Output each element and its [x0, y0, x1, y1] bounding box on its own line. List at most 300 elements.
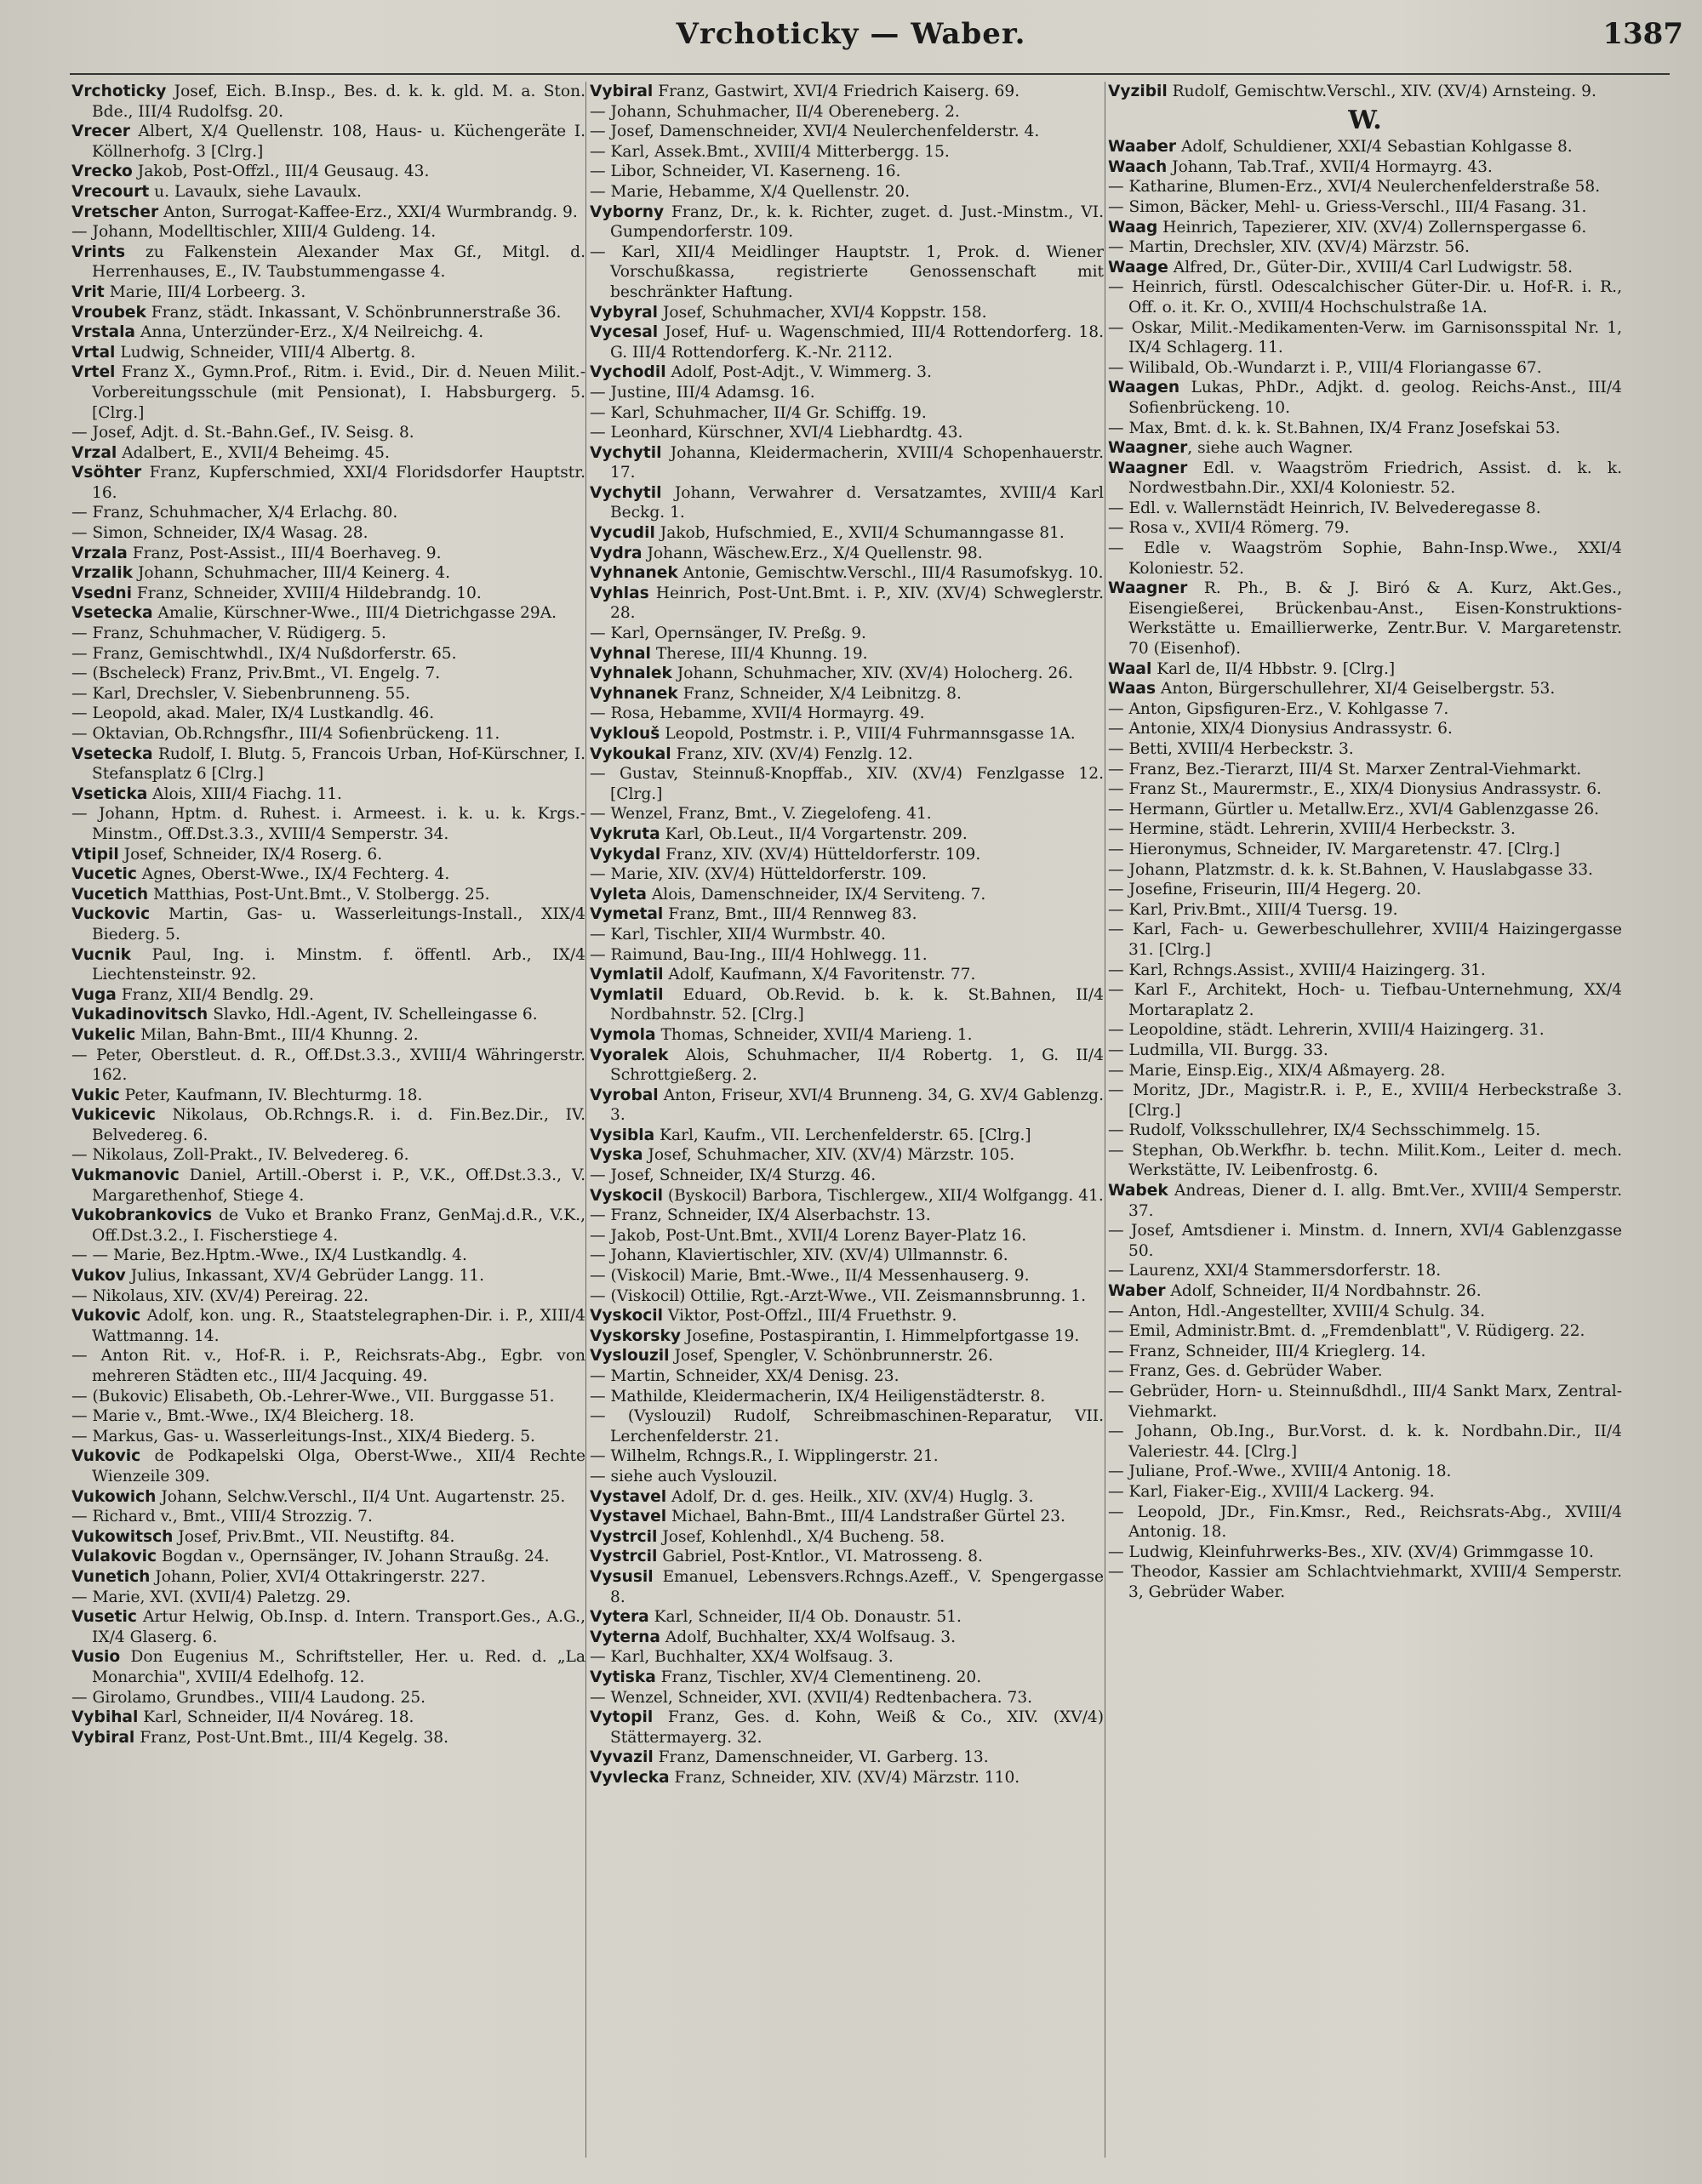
entry-text: Gabriel, Post-Kntlor., VI. Matrosseng. 8.: [657, 1548, 983, 1566]
entry-surname: Vukadinovitsch: [71, 1006, 208, 1024]
directory-entry: [71, 1346, 585, 1386]
directory-entry: [590, 644, 1104, 664]
entry-text: — Leopold, akad. Maler, IX/4 Lustkandlg. 46.: [71, 704, 435, 723]
directory-entry: [590, 523, 1104, 544]
entry-text: — Oskar, Milit.-Medikamenten-Verw. im Garnisonsspital Nr. 1, IX/4 Schlagerg. 11.: [1108, 318, 1622, 357]
entry-surname: Vymlatil: [590, 966, 664, 984]
directory-entry: [71, 1728, 585, 1748]
directory-entry: [71, 282, 585, 303]
directory-entry: [1108, 237, 1622, 258]
entry-text: Heinrich, Post-Unt.Bmt. i. P., XIV. (XV/4) Schweglerstr. 28.: [610, 584, 1104, 623]
entry-text: — Josef, Damenschneider, XVI/4 Neulerchenfelderstr. 4.: [590, 123, 1040, 141]
directory-entry: [71, 443, 585, 464]
entry-surname: Wabek: [1108, 1182, 1168, 1200]
directory-entry: [1108, 1342, 1622, 1362]
entry-surname: Vusetic: [71, 1608, 137, 1627]
directory-entry: [1108, 518, 1622, 539]
column-middle: [590, 82, 1104, 2175]
entry-text: — Ludwig, Kleinfuhrwerks-Bes., XIV. (XV/4) Grimmgasse 10.: [1108, 1542, 1594, 1561]
entry-text: Alois, Schuhmacher, II/4 Robertg. 1, G. II/4 Schrottgießerg. 2.: [610, 1046, 1104, 1085]
entry-text: Leopold, Postmstr. i. P., VIII/4 Fuhrmannsgasse 1A.: [660, 725, 1076, 743]
entry-text: — Anton, Gipsfiguren-Erz., V. Kohlgasse 7.: [1108, 699, 1449, 718]
directory-entry: [71, 945, 585, 985]
directory-entry: [590, 584, 1104, 624]
header-rule: [70, 73, 1670, 75]
directory-entry: [1108, 840, 1622, 860]
directory-entry: [590, 724, 1104, 744]
entry-text: Karl de, II/4 Hbbstr. 9. [Clrg.]: [1151, 659, 1396, 678]
entry-surname: Vucetich: [71, 885, 149, 904]
directory-entry: [590, 1467, 1104, 1487]
entry-text: Heinrich, Tapezierer, XIV. (XV/4) Zollernspergasse 6.: [1157, 218, 1587, 237]
entry-text: Johann, Wäschew.Erz., X/4 Quellenstr. 98.: [642, 544, 983, 562]
directory-entry: [71, 804, 585, 844]
directory-entry: [590, 704, 1104, 724]
entry-surname: Vykoukal: [590, 744, 671, 763]
entry-surname: Vsedni: [71, 584, 132, 602]
entry-text: — Leopold, JDr., Fin.Kmsr., Red., Reichsrats-Abg., XVIII/4 Antonig. 18.: [1108, 1503, 1622, 1542]
entry-text: Karl, Kaufm., VII. Lerchenfelderstr. 65. [Clrg.]: [654, 1126, 1031, 1144]
directory-entry: [590, 1306, 1104, 1326]
directory-entry: [1108, 157, 1622, 178]
entry-surname: Vukicevic: [71, 1106, 156, 1125]
entry-text: Amalie, Kürschner-Wwe., III/4 Dietrichgasse 29A.: [152, 604, 557, 623]
directory-entry: [590, 684, 1104, 704]
entry-surname: Vytopil: [590, 1708, 654, 1727]
directory-entry: [1108, 1462, 1622, 1482]
entry-surname: Waal: [1108, 659, 1152, 678]
entry-surname: Vukmanovic: [71, 1166, 180, 1185]
entry-text: — Justine, III/4 Adamsg. 16.: [590, 383, 815, 402]
entry-text: Milan, Bahn-Bmt., III/4 Khunng. 2.: [135, 1025, 419, 1044]
entry-text: — Betti, XVIII/4 Herbeckstr. 3.: [1108, 740, 1354, 758]
directory-entry: [1108, 419, 1622, 439]
entry-surname: Vyhlas: [590, 584, 649, 602]
entry-text: Franz, Dr., k. k. Richter, zuget. d. Just.-Minstm., VI. Gumpendorferstr. 109.: [610, 202, 1104, 242]
running-head: Vrchoticky — Waber.: [676, 17, 1026, 51]
entry-text: Franz, Post-Assist., III/4 Boerhaveg. 9.: [127, 544, 442, 562]
directory-entry: [71, 1246, 585, 1266]
directory-entry: [71, 664, 585, 684]
directory-entry: [71, 1607, 585, 1647]
entry-text: Karl, Schneider, II/4 Nováreg. 18.: [138, 1708, 414, 1727]
entry-text: Josef, Spengler, V. Schönbrunnerstr. 26.: [669, 1347, 993, 1366]
directory-entry: [1108, 1221, 1622, 1261]
entry-surname: Vysusil: [590, 1567, 654, 1586]
entry-text: Josef, Schuhmacher, XIV. (XV/4) Märzstr. 105.: [643, 1146, 1015, 1165]
entry-text: Peter, Kaufmann, IV. Blechturmg. 18.: [119, 1086, 423, 1104]
entry-surname: Vukov: [71, 1267, 126, 1286]
directory-entry: [590, 182, 1104, 202]
entry-text: Josefine, Postaspirantin, I. Himmelpfortgasse 19.: [680, 1326, 1080, 1345]
entry-text: — Edle v. Waagström Sophie, Bahn-Insp.Wwe., XXI/4 Koloniestr. 52.: [1108, 539, 1622, 578]
directory-entry: [1108, 258, 1622, 278]
directory-entry: [590, 1708, 1104, 1748]
entry-text: Josef, Huf- u. Wagenschmied, III/4 Rottendorferg. 18. G. III/4 Rottendorferg. K.-Nr. 2112.: [610, 323, 1104, 362]
entry-text: Franz, Bmt., III/4 Rennweg 83.: [663, 905, 917, 924]
entry-text: Josef, Kohlenhdl., X/4 Bucheng. 58.: [657, 1527, 945, 1546]
entry-surname: Vrchoticky: [71, 83, 167, 100]
directory-entry: [1108, 1281, 1622, 1302]
directory-entry: [71, 1588, 585, 1608]
entry-text: (Byskocil) Barbora, Tischlergew., XII/4 Wolfgangg. 41.: [663, 1186, 1104, 1205]
directory-entry: [1108, 1321, 1622, 1342]
entry-text: Franz, Damenschneider, VI. Garberg. 13.: [653, 1748, 989, 1767]
directory-entry: [590, 82, 1104, 102]
directory-entry: [71, 122, 585, 162]
entry-surname: Vroubek: [71, 303, 146, 322]
directory-entry: [590, 162, 1104, 182]
directory-entry: [71, 684, 585, 704]
directory-entry: [71, 784, 585, 805]
entry-text: Daniel, Artill.-Oberst i. P., V.K., Off.Dst.3.3., V. Margarethenhof, Stiege 4.: [92, 1166, 585, 1205]
directory-entry: [71, 1527, 585, 1548]
directory-entry: [590, 1688, 1104, 1708]
entry-surname: Vtipil: [71, 845, 119, 864]
column-divider: [585, 82, 586, 2158]
entry-text: Julius, Inkassant, XV/4 Gebrüder Langg. 11.: [125, 1267, 485, 1286]
directory-entry: [71, 1507, 585, 1527]
entry-text: Johann, Schuhmacher, III/4 Keinerg. 4.: [133, 564, 451, 583]
directory-entry: [71, 1487, 585, 1508]
entry-surname: Vusio: [71, 1648, 121, 1667]
entry-text: Nikolaus, Ob.Rchngs.R. i. d. Fin.Bez.Dir., IV. Belvedereg. 6.: [92, 1106, 585, 1144]
entry-surname: Vyskocil: [590, 1186, 663, 1205]
entry-surname: Vukovic: [71, 1307, 141, 1326]
entry-text: Franz, Tischler, XV/4 Clementineng. 20.: [655, 1668, 982, 1686]
entry-text: — Girolamo, Grundbes., VIII/4 Laudong. 25.: [71, 1688, 426, 1707]
entry-text: Viktor, Post-Offzl., III/4 Fruethstr. 9.: [663, 1307, 957, 1326]
directory-entry: [71, 1206, 585, 1246]
entry-text: — Rosa v., XVII/4 Römerg. 79.: [1108, 519, 1350, 538]
directory-entry: [590, 985, 1104, 1025]
directory-entry: [590, 1366, 1104, 1387]
entry-text: — Rosa, Hebamme, XVII/4 Hormayrg. 49.: [590, 704, 925, 723]
directory-entry: [71, 1145, 585, 1166]
directory-entry: [71, 603, 585, 624]
directory-entry: [590, 945, 1104, 966]
entry-text: — Libor, Schneider, VI. Kaserneng. 16.: [590, 163, 901, 181]
entry-text: Antonie, Gemischtw.Verschl., III/4 Rasumofskyg. 10.: [677, 564, 1104, 583]
directory-entry: [1108, 1141, 1622, 1181]
entry-text: Franz, städt. Inkassant, V. Schönbrunnerstraße 36.: [146, 303, 562, 322]
entry-text: — Franz, Bez.-Tierarzt, III/4 St. Marxer Zentral-Viehmarkt.: [1108, 760, 1582, 778]
entry-text: — Johann, Ob.Ing., Bur.Vorst. d. k. k. Nordbahn.Dir., II/4 Valeriestr. 44. [Clrg.]: [1108, 1423, 1622, 1461]
entry-text: Edl. v. Waagström Friedrich, Assist. d. k. k. Nordwestbahn.Dir., XXI/4 Koloniestr. 52.: [1128, 459, 1622, 498]
entry-text: Karl, Schneider, II/4 Ob. Donaustr. 51.: [648, 1608, 962, 1627]
entry-text: Martin, Gas- u. Wasserleitungs-Install., XIX/4 Biederg. 5.: [92, 905, 585, 944]
entry-surname: Vyskocil: [590, 1307, 663, 1326]
entry-surname: Vsetecka: [71, 604, 153, 623]
entry-surname: Vrtal: [71, 343, 116, 362]
entry-text: Alfred, Dr., Güter-Dir., XVIII/4 Carl Ludwigstr. 58.: [1168, 258, 1573, 277]
directory-entry: [71, 1306, 585, 1346]
entry-text: u. Lavaulx, siehe Lavaulx.: [149, 182, 362, 201]
directory-entry: [590, 744, 1104, 765]
entry-text: Adolf, Kaufmann, X/4 Favoritenstr. 77.: [663, 966, 976, 984]
entry-surname: Vsetecka: [71, 744, 153, 763]
directory-entry: [1108, 277, 1622, 317]
entry-text: Franz, Schneider, X/4 Leibnitzg. 8.: [677, 684, 962, 703]
entry-text: Michael, Bahn-Bmt., III/4 Landstraßer Gürtel 23.: [666, 1508, 1065, 1526]
directory-entry: [590, 303, 1104, 323]
directory-entry: [71, 1166, 585, 1206]
entry-text: — Simon, Schneider, IX/4 Wasag. 28.: [71, 524, 368, 543]
directory-entry: [590, 443, 1104, 483]
entry-text: — Marie, Hebamme, X/4 Quellenstr. 20.: [590, 182, 911, 201]
entry-text: — Wenzel, Schneider, XVI. (XVII/4) Redtenbachera. 73.: [590, 1688, 1033, 1707]
entry-text: — Anton Rit. v., Hof-R. i. P., Reichsrats-Abg., Egbr. von mehreren Städten etc., III/4 Jacquing. 49.: [71, 1347, 585, 1385]
directory-entry: [590, 804, 1104, 824]
directory-entry: [590, 1647, 1104, 1668]
entry-text: Anna, Unterzünder-Erz., X/4 Neilreichg. 4.: [134, 323, 484, 342]
entry-surname: Vystavel: [590, 1508, 667, 1526]
entry-text: — Max, Bmt. d. k. k. St.Bahnen, IX/4 Franz Josefskai 53.: [1108, 419, 1561, 437]
entry-surname: Vyska: [590, 1146, 643, 1165]
entry-text: Josef, Schuhmacher, XVI/4 Koppstr. 158.: [658, 303, 987, 322]
entry-text: Johann, Schuhmacher, XIV. (XV/4) Holocherg. 26.: [671, 664, 1074, 683]
entry-text: — Marie v., Bmt.-Wwe., IX/4 Bleicherg. 18.: [71, 1407, 414, 1426]
entry-text: — (Bscheleck) Franz, Priv.Bmt., VI. Engelg. 7.: [71, 664, 441, 683]
directory-entry: [71, 503, 585, 523]
entry-text: — Franz, Schuhmacher, V. Rüdigerg. 5.: [71, 624, 386, 643]
entry-surname: Vrzala: [71, 544, 128, 562]
entry-text: — Martin, Drechsler, XIV. (XV/4) Märzstr. 56.: [1108, 238, 1470, 257]
entry-surname: Vychytil: [590, 483, 662, 502]
entry-surname: Vychytil: [590, 443, 662, 462]
entry-text: — Marie, XIV. (XV/4) Hütteldorferstr. 109.: [590, 865, 927, 884]
directory-entry: [71, 904, 585, 944]
entry-text: — Stephan, Ob.Werkfhr. b. techn. Milit.Kom., Leiter d. mech. Werkstätte, IV. Leibenfrostg. 6.: [1108, 1141, 1622, 1180]
directory-entry: [590, 1406, 1104, 1446]
directory-entry: [1108, 900, 1622, 921]
entry-text: Adolf, Post-Adjt., V. Wimmerg. 3.: [665, 363, 932, 382]
directory-entry: [1108, 1482, 1622, 1503]
directory-entry: [590, 1266, 1104, 1286]
directory-entry: [71, 864, 585, 885]
entry-text: Josef, Priv.Bmt., VII. Neustiftg. 84.: [173, 1527, 455, 1546]
directory-entry: [71, 343, 585, 363]
directory-entry: [1108, 499, 1622, 519]
entry-text: — Johann, Platzmstr. d. k. k. St.Bahnen, V. Hauslabgasse 33.: [1108, 860, 1593, 879]
entry-text: — Theodor, Kassier am Schlachtviehmarkt, XVIII/4 Semperstr. 3, Gebrüder Waber.: [1108, 1563, 1622, 1601]
directory-entry: [590, 202, 1104, 242]
directory-entry: [590, 1046, 1104, 1086]
entry-text: — Gustav, Steinnuß-Knopffab., XIV. (XV/4) Fenzlgasse 12. [Clrg.]: [590, 765, 1104, 803]
entry-surname: Vymlatil: [590, 985, 664, 1004]
entry-text: — Karl, Drechsler, V. Siebenbrunneng. 55.: [71, 684, 411, 703]
directory-entry: [1108, 579, 1622, 659]
entry-text: — Anton, Hdl.-Angestellter, XVIII/4 Schulg. 34.: [1108, 1302, 1486, 1320]
entry-text: — (Viskocil) Ottilie, Rgt.-Arzt-Wwe., VII. Zeismannsbrunng. 1.: [590, 1286, 1087, 1305]
directory-entry: [71, 624, 585, 644]
page-number: 1387: [1602, 17, 1683, 51]
entry-text: R. Ph., B. & J. Biró & A. Kurz, Akt.Ges., Eisengießerei, Brückenbau-Anst., Eisen-Konstruktions-Werkstätte u. Emaillierwerke, Zentr.Bur. V. Margaretenstr. 70 (Eisenhof).: [1128, 579, 1622, 659]
directory-entry: [590, 1668, 1104, 1688]
entry-text: — Rudolf, Volksschullehrer, IX/4 Sechsschimmelg. 15.: [1108, 1121, 1541, 1140]
entry-text: Franz, XIV. (XV/4) Fenzlg. 12.: [671, 744, 913, 763]
directory-entry: [71, 1046, 585, 1086]
entry-surname: Vyleta: [590, 885, 647, 904]
entry-text: Johann, Polier, XVI/4 Ottakringerstr. 227.: [150, 1567, 486, 1586]
entry-text: — (Viskocil) Marie, Bmt.-Wwe., II/4 Messenhauserg. 9.: [590, 1267, 1030, 1286]
directory-entry: [1108, 1020, 1622, 1041]
entry-surname: Waage: [1108, 258, 1168, 277]
directory-entry: [71, 362, 585, 423]
entry-surname: Vuga: [71, 985, 117, 1004]
entry-text: — Juliane, Prof.-Wwe., XVIII/4 Antonig. 18.: [1108, 1463, 1452, 1481]
entry-text: de Vuko et Branko Franz, GenMaj.d.R., V.K., Off.Dst.3.2., I. Fischerstiege 4.: [92, 1206, 585, 1245]
entry-surname: Vretscher: [71, 202, 159, 221]
directory-entry: [71, 584, 585, 604]
entry-text: — Katharine, Blumen-Erz., XVI/4 Neulerchenfelderstraße 58.: [1108, 178, 1601, 197]
directory-entry: [1108, 1382, 1622, 1422]
directory-entry: [1108, 1261, 1622, 1281]
entry-text: — Josef, Adjt. d. St.-Bahn.Gef., IV. Seisg. 8.: [71, 424, 414, 442]
directory-entry: [71, 322, 585, 343]
entry-text: — Hermann, Gürtler u. Metallw.Erz., XVI/4 Gablenzgasse 26.: [1108, 800, 1600, 818]
entry-text: Franz, Gastwirt, XVI/4 Friedrich Kaiserg. 69.: [653, 83, 1020, 100]
entry-surname: Waag: [1108, 218, 1158, 237]
entry-text: Rudolf, I. Blutg. 5, Francois Urban, Hof-Kürschner, I. Stefansplatz 6 [Clrg.]: [92, 744, 585, 784]
entry-text: Ludwig, Schneider, VIII/4 Albertg. 8.: [115, 343, 416, 362]
directory-entry: [1108, 880, 1622, 900]
directory-entry: [71, 202, 585, 223]
entry-surname: Vystrcil: [590, 1548, 658, 1566]
directory-entry: [71, 563, 585, 584]
directory-entry: [71, 1286, 585, 1307]
entry-text: — Franz St., Maurermstr., E., XIX/4 Dionysius Andrassystr. 6.: [1108, 780, 1602, 799]
entry-text: — Simon, Bäcker, Mehl- u. Griess-Verschl., III/4 Fasang. 31.: [1108, 197, 1587, 216]
entry-surname: Vulakovic: [71, 1548, 157, 1566]
entry-surname: Vyterna: [590, 1628, 660, 1646]
column-right: [1108, 82, 1622, 2175]
directory-entry: [1108, 699, 1622, 720]
entry-surname: Vukic: [71, 1086, 120, 1104]
entry-text: Lukas, PhDr., Adjkt. d. geolog. Reichs-Anst., III/4 Sofienbrückeng. 10.: [1128, 379, 1622, 417]
entry-surname: Waagner: [1108, 579, 1188, 598]
entry-text: — Wenzel, Franz, Bmt., V. Ziegelofeng. 41.: [590, 805, 932, 824]
entry-surname: Vyvazil: [590, 1748, 654, 1767]
directory-entry: [1108, 318, 1622, 358]
directory-entry: [590, 1025, 1104, 1046]
directory-entry: [590, 1186, 1104, 1206]
directory-entry: [71, 744, 585, 784]
directory-entry: [590, 1166, 1104, 1186]
directory-entry: [1108, 1542, 1622, 1563]
directory-entry: [1108, 358, 1622, 379]
directory-entry: [590, 1206, 1104, 1226]
entry-surname: Vyslouzil: [590, 1347, 670, 1366]
directory-entry: [590, 925, 1104, 945]
directory-entry: [71, 1086, 585, 1106]
entry-text: Johanna, Kleidermacherin, XVIII/4 Schopenhauerstr. 17.: [610, 443, 1104, 482]
entry-text: — Mathilde, Kleidermacherin, IX/4 Heiligenstädterstr. 8.: [590, 1387, 1046, 1406]
entry-text: — Nikolaus, XIV. (XV/4) Pereirag. 22.: [71, 1286, 369, 1305]
entry-text: — Marie, XVI. (XVII/4) Paletzg. 29.: [71, 1588, 351, 1606]
entry-text: Eduard, Ob.Revid. b. k. k. St.Bahnen, II/4 Nordbahnstr. 52. [Clrg.]: [610, 985, 1104, 1024]
entry-text: Anton, Friseur, XVI/4 Brunneng. 34, G. XV/4 Gablenzg. 3.: [610, 1086, 1104, 1125]
entry-text: Thomas, Schneider, XVII/4 Marieng. 1.: [655, 1025, 973, 1044]
entry-text: — Johann, Schuhmacher, II/4 Obereneberg. 2.: [590, 102, 960, 121]
directory-entry: [71, 1105, 585, 1145]
entry-text: Franz, Post-Unt.Bmt., III/4 Kegelg. 38.: [134, 1728, 449, 1747]
directory-entry: [71, 1025, 585, 1046]
directory-entry: [1108, 1181, 1622, 1221]
entry-text: — Karl, Priv.Bmt., XIII/4 Tuersg. 19.: [1108, 900, 1398, 919]
directory-entry: [590, 1145, 1104, 1166]
entry-surname: Waagen: [1108, 379, 1180, 397]
entry-text: Franz, Ges. d. Kohn, Weiß & Co., XIV. (XV/4) Stättermayerg. 32.: [610, 1708, 1104, 1747]
directory-entry: [590, 1628, 1104, 1648]
directory-entry: [590, 362, 1104, 383]
entry-text: — Nikolaus, Zoll-Prakt., IV. Belvedereg. 6.: [71, 1146, 409, 1165]
directory-entry: [590, 1446, 1104, 1467]
directory-entry: [1108, 779, 1622, 800]
directory-entry: [71, 1567, 585, 1588]
directory-entry: [1108, 760, 1622, 780]
entry-surname: Waber: [1108, 1282, 1166, 1301]
directory-entry: [71, 724, 585, 744]
entry-text: — Martin, Schneider, XX/4 Denisg. 23.: [590, 1367, 900, 1385]
entry-text: Anton, Bürgerschullehrer, XI/4 Geiselbergstr. 53.: [1156, 680, 1556, 699]
entry-surname: Vukowitsch: [71, 1527, 174, 1546]
entry-text: — Franz, Schuhmacher, X/4 Erlachg. 80.: [71, 504, 398, 522]
directory-entry: [1108, 1503, 1622, 1542]
entry-text: Slavko, Hdl.-Agent, IV. Schelleingasse 6.: [208, 1006, 538, 1024]
directory-entry: [590, 1748, 1104, 1768]
entry-text: Adolf, Buchhalter, XX/4 Wolfsaug. 3.: [660, 1628, 956, 1646]
entry-text: — Johann, Modelltischler, XIII/4 Guldeng. 14.: [71, 223, 437, 242]
entry-text: — Ludmilla, VII. Burgg. 33.: [1108, 1041, 1328, 1059]
directory-entry: [590, 383, 1104, 403]
entry-text: — Karl, Assek.Bmt., XVIII/4 Mitterbergg. 15.: [590, 142, 950, 161]
entry-surname: Vytiska: [590, 1668, 656, 1686]
entry-text: Franz X., Gymn.Prof., Ritm. i. Evid., Dir. d. Neuen Milit.-Vorbereitungsschule (mit Pensionat), I. Habsburgerg. 5. [Clrg.]: [92, 363, 585, 422]
entry-text: — Johann, Hptm. d. Ruhest. i. Armeest. i. k. u. k. Krgs.-Minstm., Off.Dst.3.3., XVIII/4 Semperstr. 34.: [71, 805, 585, 843]
directory-entry: [71, 423, 585, 443]
entry-text: Alois, XIII/4 Fiachg. 11.: [147, 784, 342, 803]
entry-text: zu Falkenstein Alexander Max Gf., Mitgl. d. Herrenhauses, E., IV. Taubstummengasse 4.: [92, 242, 585, 282]
entry-surname: Vukovic: [71, 1447, 141, 1466]
directory-entry: [590, 764, 1104, 804]
directory-entry: [590, 1387, 1104, 1407]
entry-surname: Waagner: [1108, 439, 1188, 458]
directory-entry: [1108, 1422, 1622, 1462]
entry-text: — Wilhelm, Rchngs.R., I. Wipplingerstr. 21.: [590, 1447, 939, 1466]
entry-surname: Vrstala: [71, 323, 135, 342]
directory-entry: [1108, 1562, 1622, 1602]
directory-entry: [590, 544, 1104, 564]
directory-entry: [1108, 860, 1622, 881]
entry-text: — Leopoldine, städt. Lehrerin, XVIII/4 Haizingerg. 31.: [1108, 1021, 1545, 1040]
entry-text: Josef, Eich. B.Insp., Bes. d. k. k. gld. M. a. Ston. Bde., III/4 Rudolfsg. 20.: [92, 83, 585, 121]
entry-text: — Marie, Einsp.Eig., XIX/4 Aßmayerg. 28.: [1108, 1061, 1446, 1080]
directory-entry: [1108, 1061, 1622, 1081]
column-right-main: [1108, 137, 1622, 1602]
directory-entry: [590, 483, 1104, 523]
entry-text: Franz, Schneider, XIV. (XV/4) Märzstr. 110.: [669, 1768, 1020, 1787]
entry-text: — Karl, Tischler, XII/4 Wurmbstr. 40.: [590, 925, 886, 944]
directory-entry: [71, 1647, 585, 1687]
entry-text: Emanuel, Lebensvers.Rchngs.Azeff., V. Spengergasse 8.: [610, 1567, 1104, 1606]
entry-text: — Karl, Buchhalter, XX/4 Wolfsaug. 3.: [590, 1648, 894, 1667]
directory-entry: [1108, 659, 1622, 680]
entry-text: Jakob, Hufschmied, E., XVII/4 Schumanngasse 81.: [654, 524, 1065, 543]
entry-text: Marie, III/4 Lorbeerg. 3.: [104, 282, 306, 301]
directory-entry: [590, 664, 1104, 684]
entry-surname: Vrzal: [71, 443, 117, 462]
